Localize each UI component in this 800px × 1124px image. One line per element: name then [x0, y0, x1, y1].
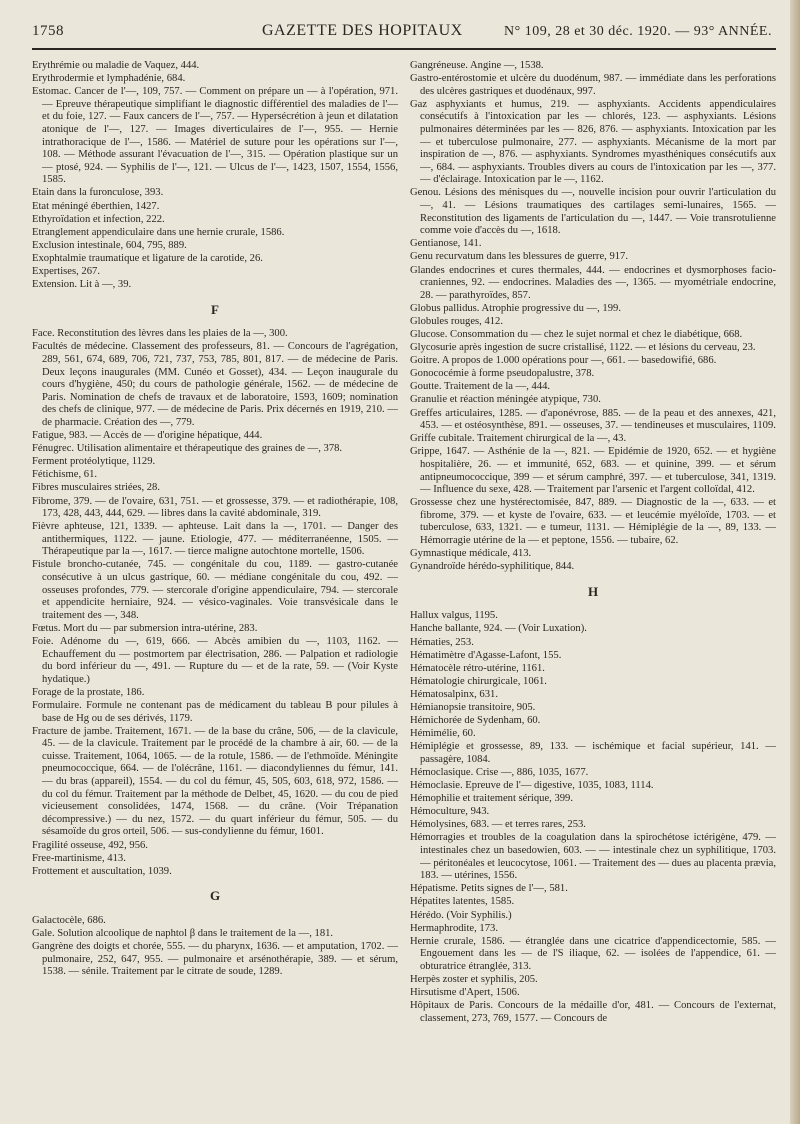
index-entry: Exclusion intestinale, 604, 795, 889.: [32, 239, 187, 251]
index-entry: Hémoclasique. Crise —, 886, 1035, 1677.: [410, 766, 589, 778]
index-entry: Fénugrec. Utilisation alimentaire et thérapeutique des graines de —, 378.: [32, 443, 343, 455]
issue-line: N° 109, 28 et 30 déc. 1920. — 93° ANNÉE.: [503, 24, 772, 39]
index-entry: Hémiplégie et grossesse, 89, 133. — ischémique et facial supérieur, 141. — passagère, 1084.: [410, 741, 776, 765]
index-entry: Gonococémie à forme pseudopalustre, 378.: [410, 368, 595, 380]
index-entry: Etranglement appendiculaire dans une hernie crurale, 1586.: [32, 226, 285, 238]
left-column: [32, 60, 398, 1026]
index-entry: Hémianopsie transitoire, 905.: [410, 702, 536, 713]
index-entry: Fragilité osseuse, 492, 956.: [32, 839, 148, 851]
index-entry: Grippe, 1647. — Asthénie de la —, 821. — Epidémie de 1920, 652. — et hygiène hospitalière, 26. — et immunité, 652, 683. — et quinine, 399. — et sérum antipneumococcique, 399 — et sérum camphré, 397. — et tuberculose, 341, 1319. — Influence du sexe, 428. — Traitement par l'arsenic et l'argent colloïdal, 412.: [410, 446, 776, 496]
index-entry: Facultés de médecine. Classement des professeurs, 81. — Concours de l'agrégation, 289, 561, 674, 689, 706, 721, 737, 753, 785, 801, 817. — de médecine de Paris. Deux leçons inaugurales (MM. Cunéo et Gosset), 434. — Leçon inaugurale du cours d'hygiène, 450; du cours de pathologie générale, 1562. — de médecine de Paris. Nomination de chefs de travaux et de laboratoire, 1593, 1609; nomination des chefs de clinique, 977. — de médecine de Paris. Prix décernés en 1919, 210. — de pharmacie. Création des —, 779.: [32, 341, 398, 428]
index-entry: Hématocèle rétro-utérine, 1161.: [410, 662, 545, 674]
index-entry: Granulie et réaction méningée atypique, 730.: [410, 394, 601, 406]
index-entry: Exophtalmie traumatique et ligature de la carotide, 26.: [32, 252, 263, 264]
section-f-entries: [32, 328, 398, 878]
index-entry: Face. Reconstitution des lèvres dans les plaies de la —, 300.: [32, 328, 288, 340]
page-edge: [790, 0, 800, 1124]
index-entry: Hémoculture, 943.: [410, 806, 490, 818]
index-entry: Gynandroïde hérédo-syphilitique, 844.: [410, 561, 575, 573]
index-entry: Hallux valgus, 1195.: [410, 610, 498, 622]
index-entry: Griffe cubitale. Traitement chirurgical de la —, 43.: [410, 433, 627, 445]
index-entry: Grossesse chez une hystérectomisée, 847, 889. — Diagnostic de la —, 633. — et fibrome, 379. — et kyste de l'ovaire, 633. — et leucémie myéloïde, 1703. — et tuberculose, 633, 1321. — e tumeur, 1131. — Hémiplégie de la —, 89, 133. — Hémorragie utérine de la — et peptone, 1556. — tubaire, 62.: [410, 497, 776, 546]
index-entry: Hanche ballante, 924. — (Voir Luxation).: [410, 623, 587, 635]
index-entry: Genou. Lésions des ménisques du —, nouvelle incision pour ouvrir l'articulation du —, 41. — Lésions traumatiques des cartilages semi-lunaires, 1565. — Reconstitution des ligaments de l'articulation du —, 1447. — Voie transrotulienne comme voie d'accès du —, 1618.: [410, 187, 776, 237]
index-entry: Genu recurvatum dans les blessures de guerre, 917.: [410, 251, 628, 263]
header-rule: [32, 48, 776, 50]
page-number: 1758: [32, 23, 64, 39]
index-entry: Hématimètre d'Agasse-Lafont, 155.: [410, 649, 562, 661]
index-entry: Fibrome, 379. — de l'ovaire, 631, 751. — et grossesse, 379. — et radiothérapie, 108, 173, 428, 443, 444, 629. — libres dans la cavité abdominale, 319.: [32, 495, 398, 520]
index-entry: Glucose. Consommation du — chez le sujet normal et chez le diabétique, 668.: [410, 328, 743, 340]
index-entry: Erythrodermie et lymphadénie, 684.: [32, 73, 186, 85]
index-columns: [32, 60, 776, 1026]
right-column: [410, 60, 776, 1026]
index-entry: Estomac. Cancer de l'—, 109, 757. — Comment on prépare un — à l'opération, 971. — Epreuve thérapeutique simplifiant le diagnostic différentiel des maladies de l'— et du foie, 127. — Faux cancers de l'—, 757. — Hypersécrétion à jeun et dilatation atonique de l'—, 127. — Images diverticulaires de l'—, 955. — Hernie intrathoracique de l'—, 1586. — Matériel de suture pour les opérations sur l'—, 108. — Méthode assurant l'évacuation de l'—, 315. — Opération plastique sur un — ptosé, 924. — Syphilis de l'—, 121. — Ulcus de l'—, 1423, 1507, 1554, 1556, 1585.: [32, 86, 398, 186]
index-entry: Globus pallidus. Atrophie progressive du —, 199.: [410, 302, 621, 314]
index-entry: Gangréneuse. Angine —, 1538.: [410, 60, 544, 71]
index-entry: Herpès zoster et syphilis, 205.: [410, 973, 538, 985]
index-entry: Hôpitaux de Paris. Concours de la médaille d'or, 481. — Concours de l'externat, classement, 273, 769, 1577. — Concours de: [410, 1000, 776, 1024]
index-entry: Ethyroïdation et infection, 222.: [32, 213, 165, 225]
index-entry: Etain dans la furonculose, 393.: [32, 187, 164, 199]
index-entry: Hépatisme. Petits signes de l'—, 581.: [410, 883, 568, 895]
index-entry: Goutte. Traitement de la —, 444.: [410, 381, 551, 393]
index-entry: Ferment protéolytique, 1129.: [32, 456, 156, 468]
index-entry: Extension. Lit à —, 39.: [32, 279, 132, 291]
index-entry: Gastro-entérostomie et ulcère du duodénum, 987. — immédiate dans les perforations des ulcères gastriques et duodénaux, 997.: [410, 73, 776, 97]
index-entry: Gangrène des doigts et chorée, 555. — du pharynx, 1636. — et amputation, 1702. — pulmonaire, 252, 647, 955. — pulmonaire et arsénothérapie, 389. — et sérum, 1538. — sénile. Traitement par le citrate de soude, 1289.: [32, 941, 398, 978]
index-entry: Hémichorée de Sydenham, 60.: [410, 715, 541, 727]
section-letter-f: F: [211, 301, 219, 317]
index-entry: Etat méningé éberthien, 1427.: [32, 200, 160, 212]
index-entry: Fracture de jambe. Traitement, 1671. — de la base du crâne, 506, — de la clavicule, 45. — de la clavicule. Traitement par le procédé de la chambre à air, 60. — de la cuisse. Traitement, 1064, 1065. — de la rotule, 1586. — de l'ethmoïde. Méningite pneumococcique, 664. — de l'olécrâne, 1161. — diacondyliennes du fémur, 141. — du bras (appareil), 1554. — du col du fémur, 45, 505, 603, 618, 972, 1586. — du col du fémur. Traitement par la méthode de Delbet, 45, 1620. — du cou de pied vicieusement consolidées, 1474, 1568. — du crâne. (Voir Trépanation décompressive.) — du nez, 1572. — du quart inférieur du fémur, 505. — du sésamoïde du gros orteil, 506. — sus-condylienne du fémur, 1601.: [32, 725, 398, 838]
section-g-entries: [32, 915, 398, 979]
index-entry: Fétichisme, 61.: [32, 469, 98, 481]
index-entry: Hématologie chirurgicale, 1061.: [410, 675, 547, 687]
index-entry: Hématies, 253.: [410, 636, 474, 648]
index-entry: Hérédo. (Voir Syphilis.): [410, 909, 512, 921]
index-entry: Expertises, 267.: [32, 266, 100, 277]
index-entry: Galactocèle, 686.: [32, 914, 106, 926]
index-entry: Glandes endocrines et cures thermales, 444. — endocrines et dysmorphoses facio-craniennes, 92. — endocrines. Maladies des —, 1365. — myométriale endocrine, 28. — parathyroïdes, 857.: [410, 264, 776, 301]
index-entry: Hémophilie et traitement sérique, 399.: [410, 793, 573, 805]
section-g-entries-continued: [410, 60, 776, 574]
index-entry: Foie. Adénome du —, 619, 666. — Abcès amibien du —, 1103, 1162. — Echauffement du — postmortem par électrisation, 286. — Palpation et radiologie du bord inférieur du —, 491. — Rupture du — et de la rate, 59. — (Voir Kyste hydatique.): [32, 636, 398, 685]
section-h-entries: [410, 610, 776, 1025]
section-e-entries: [32, 60, 398, 292]
index-entry: Fièvre aphteuse, 121, 1339. — aphteuse. Lait dans la —, 1701. — Danger des antithermiques, 1122. — jaune. Etiologie, 477. — méditerranéenne, 1505. — Thérapeutique par la —, 1617. — tierce maligne autochtone mortelle, 1506.: [32, 521, 398, 558]
index-entry: Hirsutisme d'Apert, 1506.: [410, 987, 520, 999]
section-letter-h: H: [587, 583, 599, 599]
index-entry: Goitre. A propos de 1.000 opérations pour —, 661. — basedowifié, 686.: [410, 355, 717, 367]
index-entry: Hernie crurale, 1586. — étranglée dans une cicatrice d'appendicectomie, 585. — Engouement dans les — de l'S iliaque, 62. — isolées de l'appendice, 61. — obturatrice étranglée, 313.: [410, 935, 776, 972]
index-entry: Fibres musculaires striées, 28.: [32, 482, 160, 494]
journal-title: GAZETTE DES HOPITAUX: [262, 22, 463, 39]
running-header: [32, 22, 776, 40]
index-entry: Hémolysines, 683. — et terres rares, 253.: [410, 819, 586, 831]
index-entry: Gymnastique médicale, 413.: [410, 548, 532, 560]
index-entry: Fatigue, 983. — Accès de — d'origine hépatique, 444.: [32, 430, 263, 442]
index-entry: Erythrémie ou maladie de Vaquez, 444.: [32, 60, 200, 71]
index-entry: Fistule broncho-cutanée, 745. — congénitale du cou, 1189. — gastro-cutanée consécutive à un ulcus gastrique, 60. — médiane congénitale du cou, 492. — osseuses profondes, 779. — stercorale d'origine appendiculaire, 794. — stercorale et appendicite herniaire, 924. — vésico-vaginales. Voie transvésicale dans le traitement des —, 348.: [32, 559, 398, 621]
index-entry: Greffes articulaires, 1285. — d'aponévrose, 885. — de la peau et des annexes, 421, 453. — et ostéosynthèse, 891. — osseuses, 37. — tendineuses et musculaires, 1109.: [410, 407, 776, 432]
index-entry: Frottement et auscultation, 1039.: [32, 865, 172, 877]
index-entry: Hépatites latentes, 1585.: [410, 896, 515, 908]
index-entry: Gaz asphyxiants et humus, 219. — asphyxiants. Accidents appendiculaires consécutifs à l'intoxication par les — chlorés, 123. — asphyxiants. Lésions pulmonaires déterminées par les — 826, 876. — asphyxiants. Intoxication par les — et tuberculose pulmonaire, 277. — asphyxiants. Mécanisme de la mort par inspiration de —, 876. — asphyxiants. Syndromes myasthéniques consécutifs aux —, 684. — asphyxiants. Troubles divers au cours de l'intoxication par les —, 377. — d'éclairage. Intoxication par le —, 1162.: [410, 98, 776, 186]
index-entry: Hermaphrodite, 173.: [410, 922, 498, 934]
index-entry: Forage de la prostate, 186.: [32, 686, 145, 698]
index-entry: Glycosurie après ingestion de sucre cristallisé, 1122. — et lésions du cerveau, 23.: [410, 342, 756, 354]
index-entry: Gale. Solution alcoolique de naphtol β dans le traitement de la —, 181.: [32, 928, 334, 939]
index-entry: Formulaire. Formule ne contenant pas de médicament du tableau B pour pilules à base de Hg ou de ses dérivés, 1179.: [32, 700, 398, 724]
index-entry: Hémorragies et troubles de la coagulation dans la spirochétose ictérigène, 479. — intestinales chez un basedowien, 603. — — intestinale chez un syphilitique, 1703. — péritonéales et leucocytose, 1061. — Traitement des — dues au placenta prævia, 183. — utérines, 1556.: [410, 832, 776, 882]
index-entry: Fœtus. Mort du — par submersion intra-utérine, 283.: [32, 622, 258, 634]
index-entry: Globules rouges, 412.: [410, 315, 503, 327]
index-entry: Free-martinisme, 413.: [32, 852, 126, 864]
index-entry: Gentianose, 141.: [410, 238, 482, 250]
index-entry: Hémoclasie. Epreuve de l'— digestive, 1035, 1083, 1114.: [410, 780, 654, 792]
index-entry: Hématosalpinx, 631.: [410, 688, 498, 700]
index-entry: Hémimélie, 60.: [410, 728, 476, 740]
section-letter-g: G: [209, 888, 221, 904]
